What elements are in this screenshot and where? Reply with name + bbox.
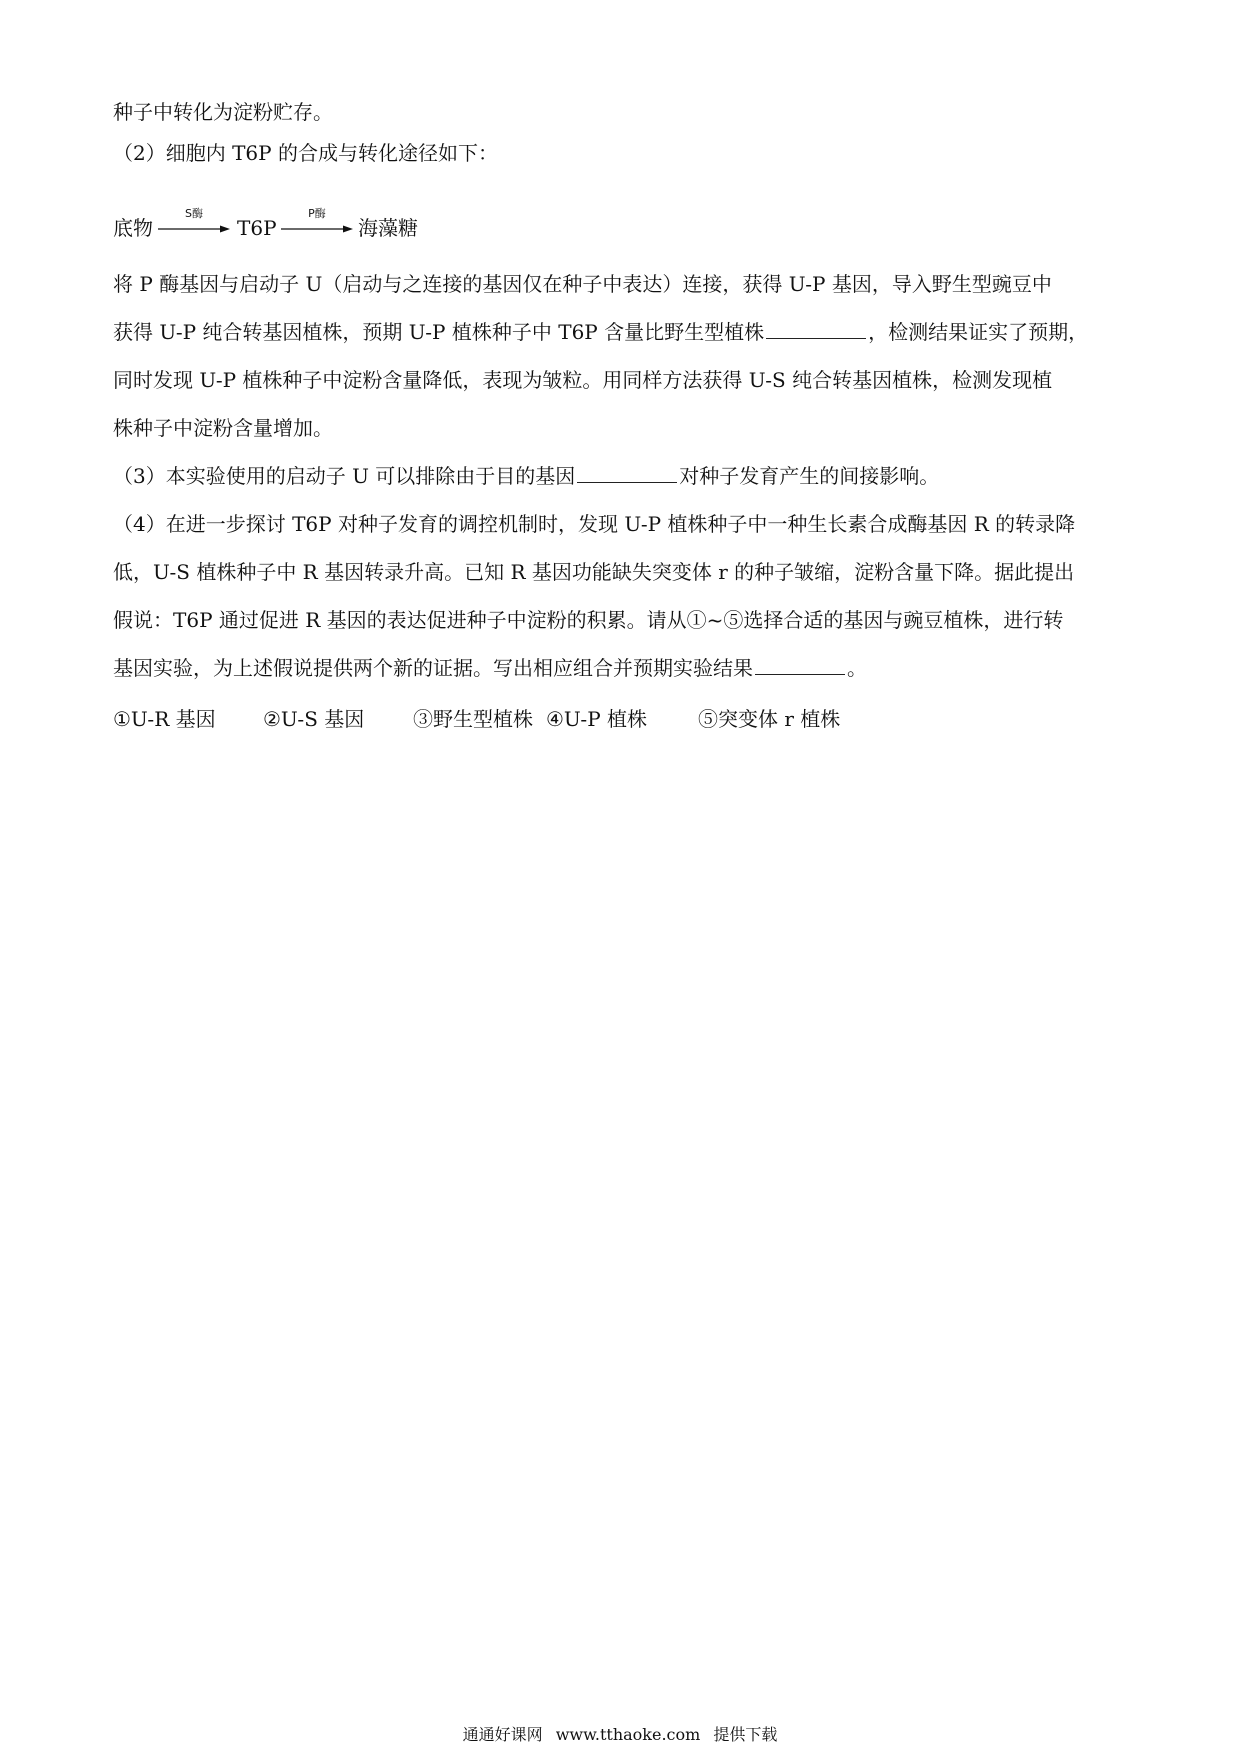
text-line-5: 同时发现 U-P 植株种子中淀粉含量降低，表现为皱粒。用同样方法获得 U-S 纯合转基因植株，检测发现植 (113, 368, 1053, 392)
text-segment: 获得 U-P 纯合转基因植株，预期 U-P 植株种子中 T6P 含量比野生型植株 (113, 320, 765, 344)
s-enzyme-arrow (158, 207, 230, 236)
pathway-t6p: T6P (237, 216, 277, 240)
question-4-line-3: 假说：T6P 通过促进 R 基因的表达促进种子中淀粉的积累。请从①~⑤选择合适的基因与豌豆植株，进行转 (113, 608, 1064, 632)
footer-site-name: 通通好课网 (462, 1725, 543, 1744)
question-3 (113, 464, 939, 488)
text-line-4 (113, 320, 1088, 344)
option-3: ③野生型植株 (413, 707, 533, 731)
text-segment: （3）本实验使用的启动子 U 可以排除由于目的基因 (113, 464, 576, 488)
arrow-icon (281, 224, 353, 234)
question-2-heading: （2）细胞内 T6P 的合成与转化途径如下： (113, 141, 498, 165)
text-segment: 。 (847, 656, 867, 680)
question-4-line-4 (113, 656, 867, 680)
option-1: ①U-R 基因 (113, 707, 216, 731)
answer-blank-2[interactable] (577, 464, 677, 483)
text-segment: ，检测结果证实了预期， (868, 320, 1089, 344)
text-segment: 基因实验，为上述假说提供两个新的证据。写出相应组合并预期实验结果 (113, 656, 753, 680)
answer-blank-1[interactable] (766, 320, 866, 339)
text-line-6: 株种子中淀粉含量增加。 (113, 416, 333, 440)
option-4: ④U-P 植株 (546, 707, 648, 731)
s-enzyme-label: S酶 (185, 207, 203, 220)
text-segment: 对种子发育产生的间接影响。 (679, 464, 940, 488)
pathway-substrate: 底物 (113, 216, 153, 240)
text-line-1: 种子中转化为淀粉贮存。 (113, 100, 333, 124)
footer-url[interactable]: www.tthaoke.com (555, 1725, 701, 1744)
footer-note: 提供下载 (713, 1725, 778, 1744)
p-enzyme-label: P酶 (308, 207, 326, 220)
question-4-line-1: （4）在进一步探讨 T6P 对种子发育的调控机制时，发现 U-P 植株种子中一种生长素合成酶基因 R 的转录降 (113, 512, 1076, 536)
option-5: ⑤突变体 r 植株 (698, 707, 841, 731)
option-2: ②U-S 基因 (263, 707, 365, 731)
question-4-line-2: 低，U-S 植株种子中 R 基因转录升高。已知 R 基因功能缺失突变体 r 的种子皱缩，淀粉含量下降。据此提出 (113, 560, 1075, 584)
arrow-icon (158, 224, 230, 234)
pathway-product: 海藻糖 (358, 216, 418, 240)
p-enzyme-arrow (281, 207, 353, 236)
answer-blank-3[interactable] (755, 656, 845, 675)
page-footer (0, 1722, 1240, 1745)
text-line-3: 将 P 酶基因与启动子 U（启动与之连接的基因仅在种子中表达）连接，获得 U-P 基因，导入野生型豌豆中 (113, 272, 1052, 296)
